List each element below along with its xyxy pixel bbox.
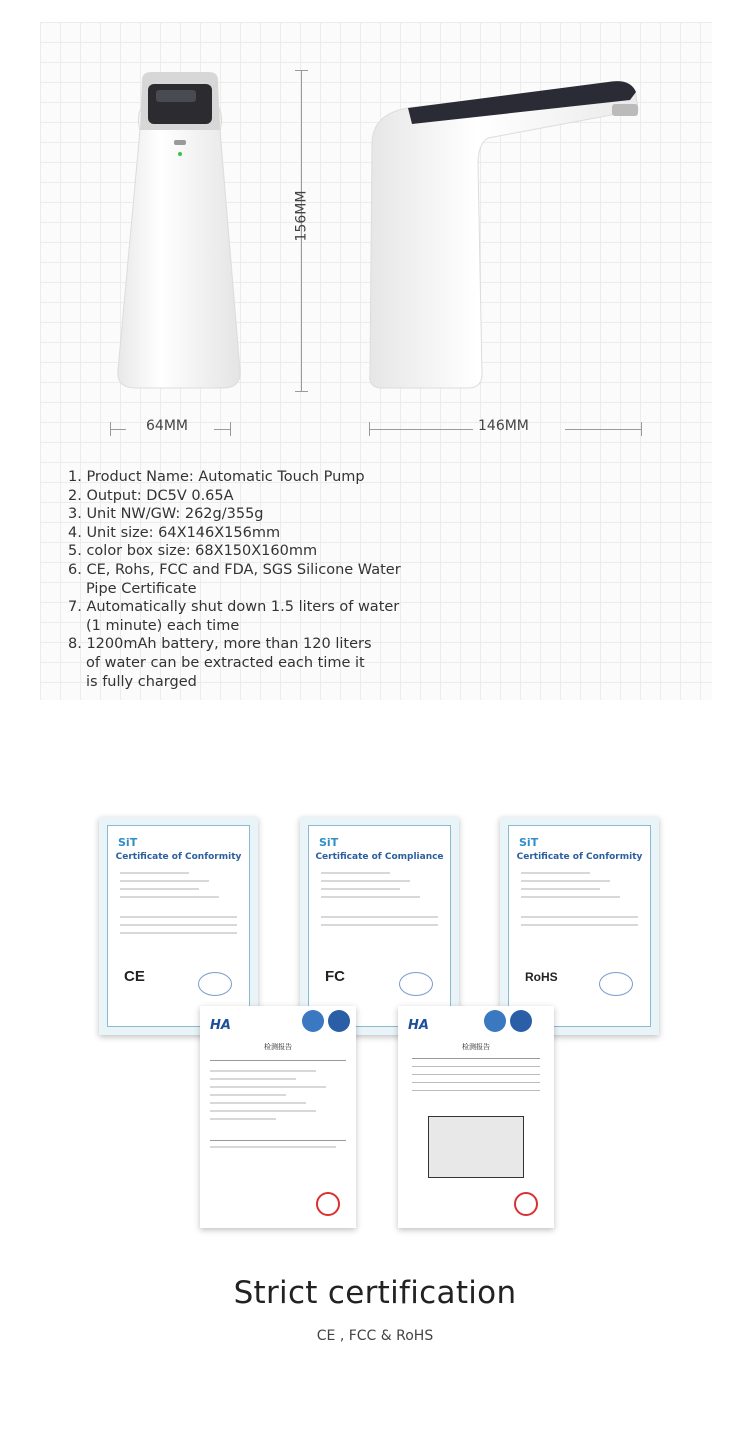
spec-item: 1. Product Name: Automatic Touch Pump: [68, 469, 365, 485]
section-title: Strict certification: [233, 1275, 517, 1311]
spec-item-cont: Pipe Certificate: [86, 580, 197, 597]
spec-item-cont: is fully charged: [86, 673, 197, 690]
report-logo: [302, 1010, 324, 1032]
spec-list: [68, 468, 428, 691]
ce-certificate: [99, 817, 258, 1035]
section-subtitle: CE , FCC & RoHS: [316, 1328, 434, 1344]
report-title: 检测报告: [462, 1043, 490, 1051]
red-seal: [316, 1192, 340, 1216]
cert-brand: SiT: [118, 836, 138, 849]
spec-item-cont: (1 minute) each time: [86, 617, 240, 634]
spec-item: 7. Automatically shut down 1.5 liters of water: [68, 599, 400, 616]
spec-item: 5. color box size: 68X150X160mm: [68, 543, 318, 560]
fcc-certificate: [300, 817, 459, 1035]
cert-seal: [399, 972, 433, 996]
report-brand: HA: [408, 1018, 429, 1033]
ce-mark: CE: [124, 968, 145, 985]
height-label: 156MM: [293, 190, 310, 242]
cert-brand: SiT: [519, 836, 539, 849]
spec-item: 8. 1200mAh battery, more than 120 liters: [68, 636, 372, 653]
spec-item: 6. CE, Rohs, FCC and FDA, SGS Silicone Water: [68, 561, 401, 578]
red-seal: [514, 1192, 538, 1216]
length-label: 146MM: [478, 418, 529, 434]
report-logo: [484, 1010, 506, 1032]
rohs-certificate: [500, 817, 659, 1035]
width-label: 64MM: [146, 418, 188, 434]
spec-item: 2. Output: DC5V 0.65A: [68, 487, 234, 504]
cert-brand: SiT: [319, 836, 339, 849]
report-photo: [428, 1116, 524, 1178]
spec-item-cont: of water can be extracted each time it: [86, 654, 365, 671]
cert-title: Certificate of Compliance: [315, 852, 444, 862]
report-logo: [328, 1010, 350, 1032]
test-report-2: [398, 1006, 554, 1228]
cert-title: Certificate of Conformity: [516, 852, 643, 862]
pump-front-view: [112, 70, 248, 392]
cert-title: Certificate of Conformity: [115, 852, 242, 862]
fcc-mark: FC: [325, 968, 345, 985]
rohs-mark: RoHS: [525, 970, 558, 984]
pump-side-view: [368, 74, 648, 396]
report-title: 检测报告: [264, 1043, 292, 1051]
spec-item: 3. Unit NW/GW: 262g/355g: [68, 506, 264, 523]
report-brand: HA: [210, 1018, 231, 1033]
cert-seal: [599, 972, 633, 996]
test-report-1: [200, 1006, 356, 1228]
spec-item: 4. Unit size: 64X146X156mm: [68, 524, 281, 541]
report-logo: [510, 1010, 532, 1032]
cert-seal: [198, 972, 232, 996]
